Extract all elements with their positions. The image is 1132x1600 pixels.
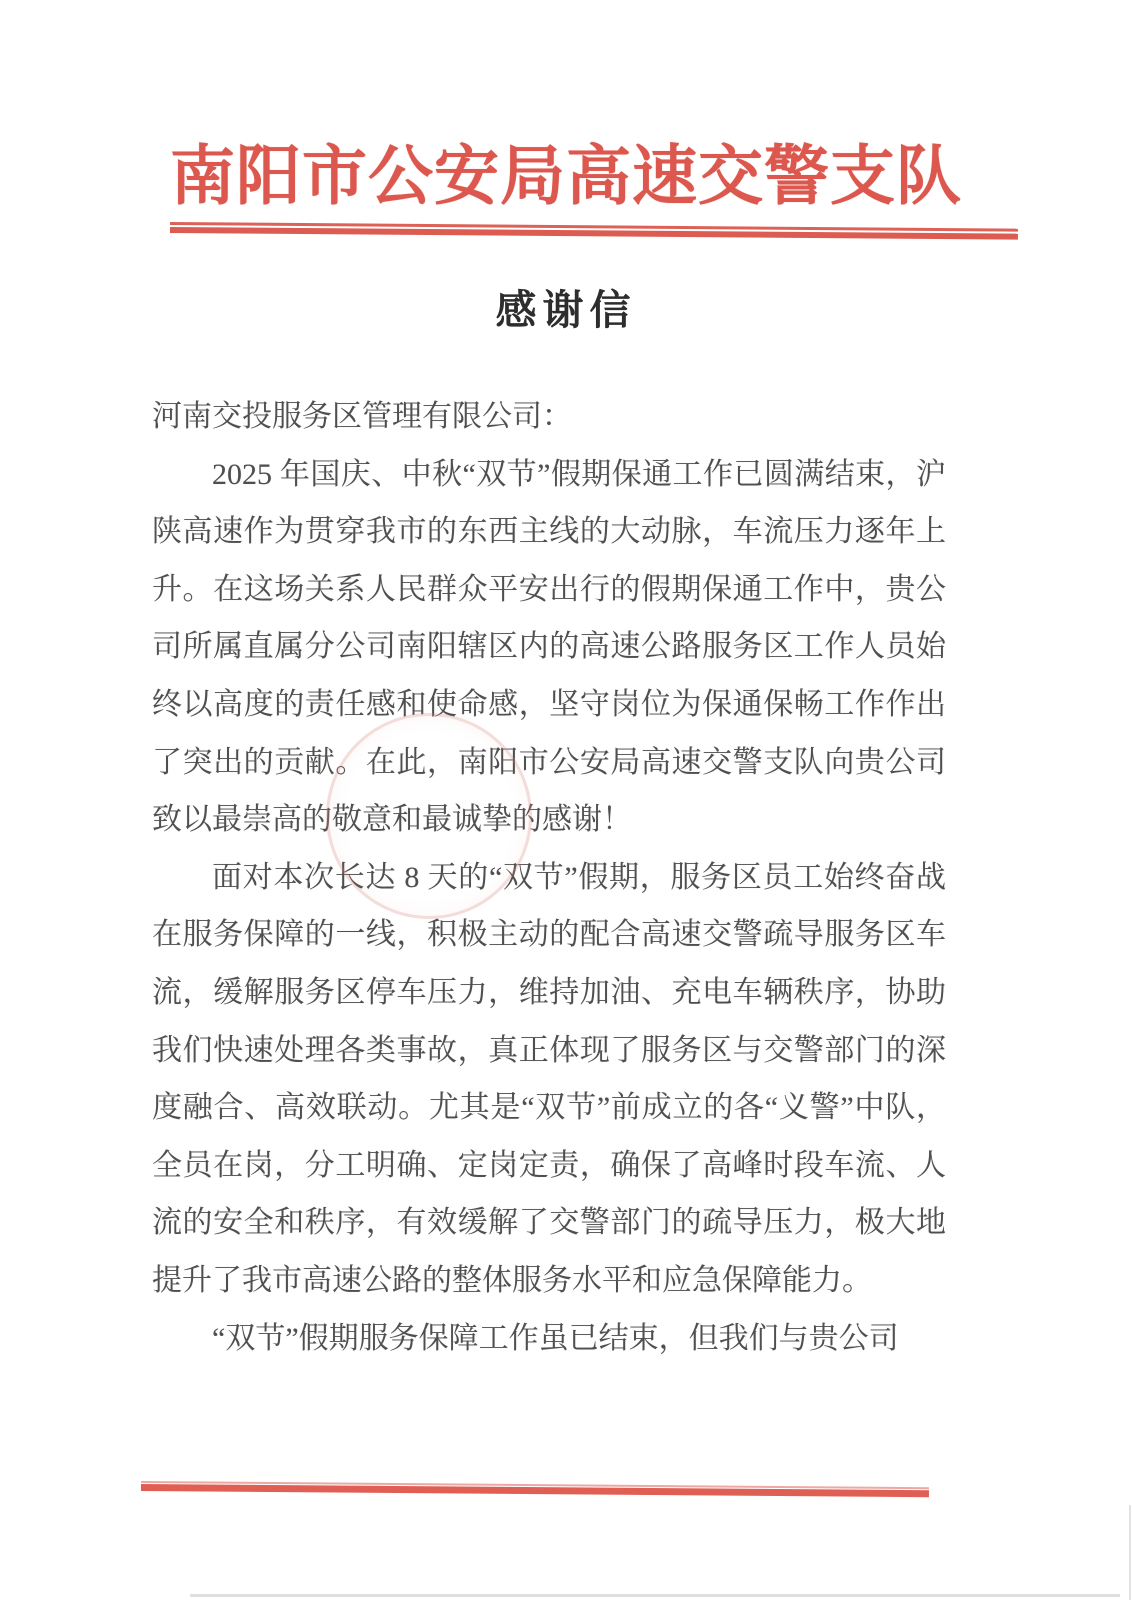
scan-edge-bottom-artifact xyxy=(190,1594,1120,1597)
footer-rule xyxy=(141,1481,929,1497)
paragraph-1: 2025 年国庆、中秋“双节”假期保通工作已圆满结束，沪陕高速作为贯穿我市的东西主线的大动脉，车流压力逐年上升。在这场关系人民群众平安出行的假期保通工作中，贵公司所属直属分公司南阳辖区内的高速公路服务区工作人员始终以高度的责任感和使命感，坚守岗位为保通保畅工作作出了突出的贡献。在此，南阳市公安局高速交警支队向贵公司致以最崇高的敬意和最诚挚的感谢！ xyxy=(152,457,946,837)
scan-edge-right-artifact xyxy=(1129,1505,1131,1600)
letterhead-double-rule xyxy=(170,222,1018,240)
document-title: 感谢信 xyxy=(495,287,637,333)
letter-body xyxy=(152,388,946,1367)
paragraph-3: “双节”假期服务保障工作虽已结束，但我们与贵公司 xyxy=(212,1321,899,1355)
letterhead-agency-title: 南阳市公安局高速交警支队 xyxy=(169,141,962,213)
salutation: 河南交投服务区管理有限公司： xyxy=(152,400,572,433)
paragraph-2: 面对本次长达 8 天的“双节”假期，服务区员工始终奋战在服务保障的一线，积极主动的配合高速交警疏导服务区车流，缓解服务区停车压力，维持加油、充电车辆秩序，协助我们快速处理各类事故，真正体现了服务区与交警部门的深度融合、高效联动。尤其是“双节”前成立的各“义警”中队，全员在岗，分工明确、定岗定责，确保了高峰时段车流、人流的安全和秩序，有效缓解了交警部门的疏导压力，极大地提升了我市高速公路的整体服务水平和应急保障能力。 xyxy=(152,860,946,1297)
